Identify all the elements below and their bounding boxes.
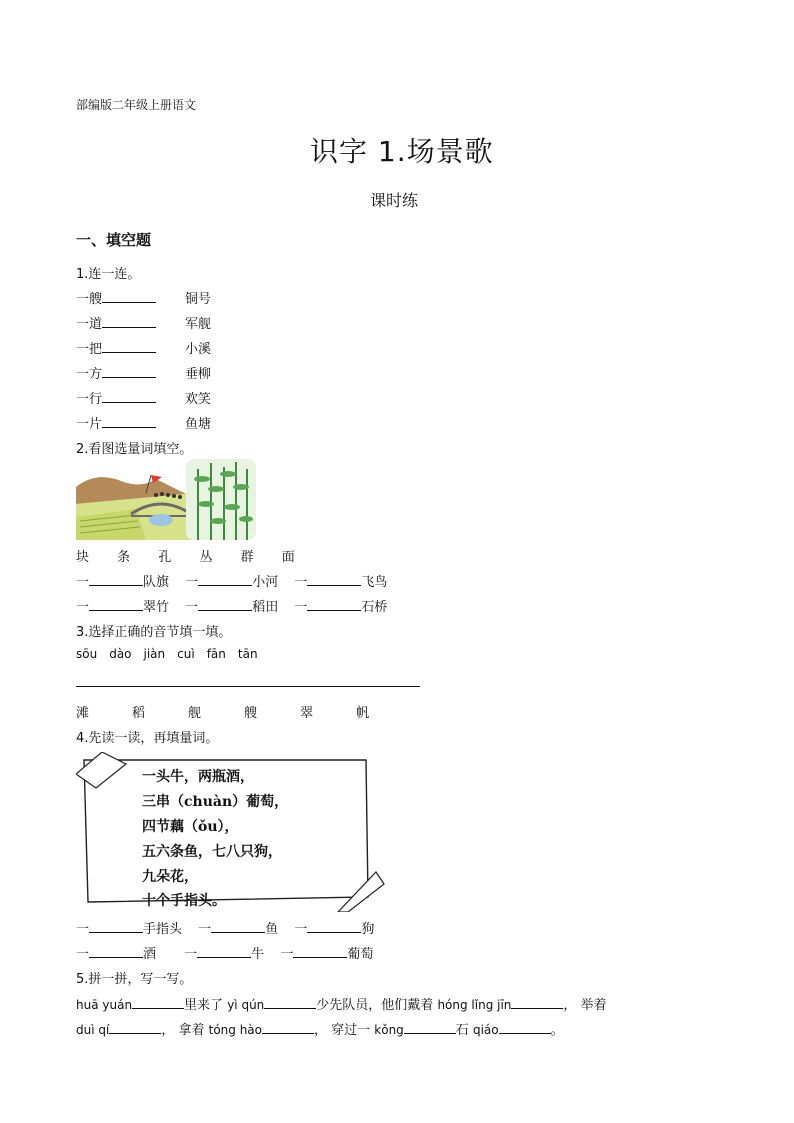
pinyin: tóng hào [208, 1023, 262, 1037]
q1-row [76, 338, 156, 357]
q4-noun: 鱼 [265, 922, 279, 937]
answer-blank[interactable] [198, 596, 252, 611]
pinyin: cuì [177, 647, 195, 661]
answer-blank[interactable] [264, 994, 316, 1009]
q4-label: 4.先读一读，再填量词。 [76, 731, 219, 746]
answer-blank[interactable] [262, 1019, 314, 1034]
pinyin: sōu [76, 647, 98, 661]
q2-options [76, 546, 295, 565]
q1-left: 一道 [76, 317, 103, 332]
pinyin: tān [237, 647, 258, 661]
poem-line: 一头牛，两瓶酒， [142, 769, 254, 785]
answer-blank[interactable] [307, 596, 361, 611]
q1-row [76, 388, 156, 407]
answer-blank[interactable] [211, 918, 265, 933]
q3-chars-row [76, 702, 369, 721]
q5-text: ， 穿过一 [314, 1023, 371, 1038]
answer-blank[interactable] [102, 363, 156, 378]
q2-option: 面 [281, 550, 295, 565]
q2-option: 条 [117, 550, 131, 565]
q3-char: 舰 [188, 706, 202, 721]
pinyin: jiàn [143, 647, 166, 661]
pinyin: qiáo [472, 1023, 499, 1037]
q1-row [76, 288, 156, 307]
q5-text: 少先队员，他们戴着 [316, 998, 434, 1013]
q5-line-1 [76, 994, 607, 1013]
q2-noun: 石桥 [361, 600, 388, 615]
q2-noun: 队旗 [143, 575, 170, 590]
q4-noun: 葡萄 [347, 947, 374, 962]
q3-char: 稻 [132, 706, 146, 721]
prefix-yi: 一 [294, 922, 308, 937]
q5-label: 5.拼一拼，写一写。 [76, 972, 193, 987]
q1-right: 铜号 [185, 292, 212, 307]
prefix-yi: 一 [185, 600, 199, 615]
q1-label: 1.连一连。 [76, 267, 141, 282]
answer-blank[interactable] [102, 313, 156, 328]
q2-noun: 飞鸟 [361, 575, 388, 590]
q1-left: 一行 [76, 392, 103, 407]
q3-char: 艘 [244, 706, 258, 721]
scene-illustration [76, 459, 256, 540]
q2-noun: 小河 [252, 575, 279, 590]
prefix-yi: 一 [198, 922, 212, 937]
prefix-yi: 一 [76, 575, 90, 590]
q5-text: ， 拿着 [161, 1023, 205, 1038]
section-heading: 一、填空题 [76, 231, 152, 249]
q4-noun: 牛 [251, 947, 265, 962]
q1-right: 军舰 [185, 317, 212, 332]
pinyin: duì qí [76, 1023, 110, 1037]
q3-char: 翠 [300, 706, 314, 721]
answer-blank[interactable] [132, 994, 184, 1009]
pinyin: yì qún [227, 998, 265, 1012]
answer-blank[interactable] [109, 1019, 161, 1034]
q1-left: 一片 [76, 417, 103, 432]
answer-blank[interactable] [197, 943, 251, 958]
prefix-yi: 一 [294, 575, 308, 590]
prefix-yi: 一 [294, 600, 308, 615]
q3-answer-line[interactable] [76, 686, 420, 687]
answer-blank[interactable] [511, 994, 563, 1009]
answer-blank[interactable] [102, 388, 156, 403]
course-header: 部编版二年级上册语文 [76, 98, 197, 112]
poem-line: 九朵花， [142, 869, 198, 885]
q5-line-2 [76, 1019, 564, 1038]
answer-blank[interactable] [404, 1019, 456, 1034]
prefix-yi: 一 [280, 947, 294, 962]
q1-right: 垂柳 [185, 367, 212, 382]
answer-blank[interactable] [89, 596, 143, 611]
answer-blank[interactable] [499, 1019, 551, 1034]
prefix-yi: 一 [76, 947, 90, 962]
answer-blank[interactable] [198, 571, 252, 586]
q2-row-1 [76, 571, 387, 590]
poem-line: 五六条鱼，七八只狗， [142, 844, 282, 860]
pinyin: hóng lǐng jīn [437, 998, 512, 1012]
q2-noun: 翠竹 [143, 600, 170, 615]
q2-row-2 [76, 596, 387, 615]
q1-left: 一把 [76, 342, 103, 357]
answer-blank[interactable] [89, 943, 143, 958]
q5-text: ， 举着 [563, 998, 607, 1013]
q1-left: 一方 [76, 367, 103, 382]
q2-option: 孔 [158, 550, 172, 565]
answer-blank[interactable] [307, 918, 361, 933]
poem-line: 三串（chuàn）葡萄， [142, 794, 289, 810]
answer-blank[interactable] [102, 288, 156, 303]
q3-pinyin-row [76, 647, 258, 661]
q1-right: 鱼塘 [185, 417, 212, 432]
q1-left: 一艘 [76, 292, 103, 307]
q1-row [76, 413, 156, 432]
pinyin: huā yuán [76, 998, 133, 1012]
q5-text: 里来了 [184, 998, 224, 1013]
answer-blank[interactable] [89, 571, 143, 586]
q2-noun: 稻田 [252, 600, 279, 615]
q5-text: 石 [455, 1023, 469, 1038]
page-subtitle: 课时练 [370, 191, 419, 210]
q1-right: 小溪 [185, 342, 212, 357]
pinyin: dào [109, 647, 132, 661]
q5-text: 。 [550, 1023, 564, 1038]
q4-noun: 狗 [361, 922, 375, 937]
scene-image [76, 459, 256, 540]
prefix-yi: 一 [76, 922, 90, 937]
q2-option: 丛 [199, 550, 213, 565]
q1-row [76, 313, 156, 332]
q4-row-2 [76, 943, 373, 962]
q2-option: 块 [76, 550, 90, 565]
answer-blank[interactable] [293, 943, 347, 958]
prefix-yi: 一 [76, 600, 90, 615]
prefix-yi: 一 [184, 947, 198, 962]
q1-right: 欢笑 [185, 392, 212, 407]
answer-blank[interactable] [89, 918, 143, 933]
q4-noun: 酒 [143, 947, 157, 962]
poem-line: 四节藕（ǒu）， [142, 819, 239, 835]
poem-line: 十个手指头。 [142, 893, 226, 909]
q2-option: 群 [240, 550, 254, 565]
answer-blank[interactable] [307, 571, 361, 586]
q4-noun: 手指头 [143, 922, 183, 937]
q3-label: 3.选择正确的音节填一填。 [76, 625, 232, 640]
q4-row-1 [76, 918, 374, 937]
answer-blank[interactable] [102, 413, 156, 428]
answer-blank[interactable] [102, 338, 156, 353]
page-title: 识字 1.场景歌 [310, 135, 494, 168]
q3-char: 滩 [76, 706, 90, 721]
pinyin: fān [206, 647, 226, 661]
q2-label: 2.看图选量词填空。 [76, 442, 193, 457]
q3-char: 帆 [356, 706, 370, 721]
prefix-yi: 一 [185, 575, 199, 590]
pinyin: kǒng [374, 1023, 404, 1037]
q1-row [76, 363, 156, 382]
poem-card [76, 752, 386, 912]
